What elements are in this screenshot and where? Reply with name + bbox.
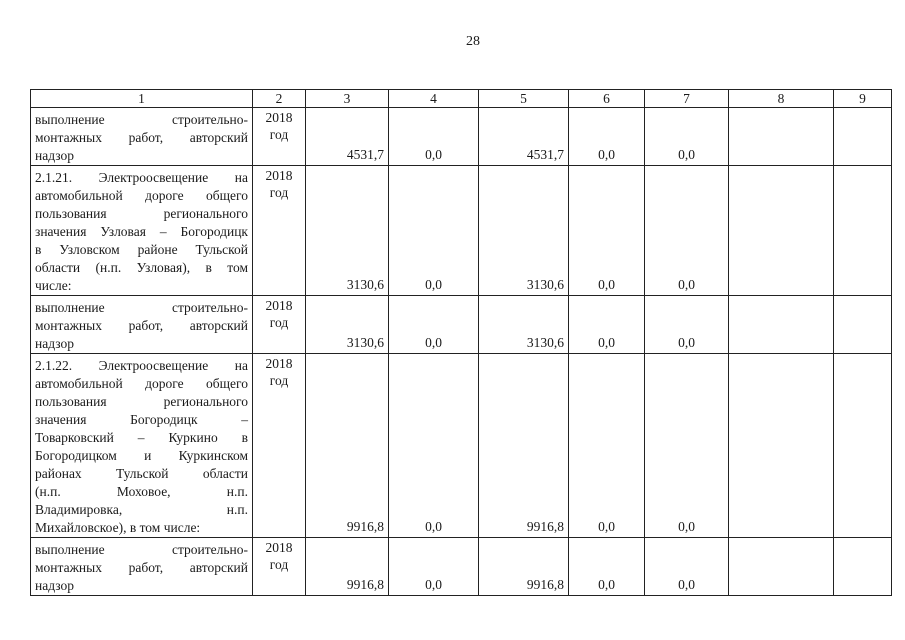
header-row <box>31 90 892 108</box>
description-line: надзор <box>35 336 75 351</box>
cell-c8 <box>729 296 834 354</box>
description-line: 2.1.21. Электроосвещение на <box>35 170 248 185</box>
row-year <box>253 354 306 538</box>
row-description <box>31 538 253 596</box>
description-line: Михайловское), в том числе: <box>35 520 201 535</box>
cell-c4: 0,0 <box>389 166 479 296</box>
cell-c3: 3130,6 <box>306 166 389 296</box>
cell-c5: 9916,8 <box>479 538 569 596</box>
year-line: год <box>269 185 289 200</box>
cell-c5: 9916,8 <box>479 354 569 538</box>
cell-c4: 0,0 <box>389 296 479 354</box>
description-line: надзор <box>35 578 75 593</box>
cell-c5: 3130,6 <box>479 296 569 354</box>
cell-c4: 0,0 <box>389 108 479 166</box>
cell-c7: 0,0 <box>645 108 729 166</box>
description-line: (н.п. Моховое, н.п. <box>35 484 248 499</box>
cell-c5: 4531,7 <box>479 108 569 166</box>
description-line: выполнение строительно- <box>35 112 248 127</box>
cell-c4: 0,0 <box>389 354 479 538</box>
year-line: год <box>269 373 289 388</box>
row-description <box>31 296 253 354</box>
table-body <box>31 90 892 596</box>
table-row <box>31 538 892 596</box>
description-line: монтажных работ, авторский <box>35 318 248 333</box>
table-row <box>31 108 892 166</box>
year-line: год <box>269 557 289 572</box>
description-line: монтажных работ, авторский <box>35 130 248 145</box>
column-header: 5 <box>479 90 569 108</box>
row-description <box>31 354 253 538</box>
description-line: Богородицком и Куркинском <box>35 448 248 463</box>
description-line: монтажных работ, авторский <box>35 560 248 575</box>
description-line: значения Богородицк – <box>35 412 248 427</box>
description-line: пользования регионального <box>35 394 248 409</box>
table-row <box>31 296 892 354</box>
cell-c6: 0,0 <box>569 296 645 354</box>
cell-c8 <box>729 108 834 166</box>
row-description <box>31 166 253 296</box>
cell-c6: 0,0 <box>569 108 645 166</box>
year-line: год <box>269 127 289 142</box>
cell-c7: 0,0 <box>645 538 729 596</box>
description-line: области (н.п. Узловая), в том <box>35 260 248 275</box>
cell-c3: 4531,7 <box>306 108 389 166</box>
cell-c8 <box>729 354 834 538</box>
cell-c3: 9916,8 <box>306 354 389 538</box>
description-line: в Узловском районе Тульской <box>35 242 248 257</box>
table-row <box>31 354 892 538</box>
cell-c9 <box>834 354 892 538</box>
table-row <box>31 166 892 296</box>
cell-c5: 3130,6 <box>479 166 569 296</box>
description-line: выполнение строительно- <box>35 542 248 557</box>
year-line: 2018 <box>265 168 293 183</box>
column-header: 7 <box>645 90 729 108</box>
cell-c9 <box>834 296 892 354</box>
cell-c4: 0,0 <box>389 538 479 596</box>
year-line: 2018 <box>265 298 293 313</box>
description-line: надзор <box>35 148 75 163</box>
cell-c7: 0,0 <box>645 296 729 354</box>
column-header: 1 <box>31 90 253 108</box>
description-line: 2.1.22. Электроосвещение на <box>35 358 248 373</box>
cell-c9 <box>834 166 892 296</box>
row-year <box>253 296 306 354</box>
cell-c6: 0,0 <box>569 354 645 538</box>
year-line: 2018 <box>265 540 293 555</box>
row-year <box>253 538 306 596</box>
description-line: пользования регионального <box>35 206 248 221</box>
description-line: Владимировка, н.п. <box>35 502 248 517</box>
cell-c6: 0,0 <box>569 538 645 596</box>
cell-c9 <box>834 108 892 166</box>
row-year <box>253 108 306 166</box>
cell-c8 <box>729 538 834 596</box>
column-header: 3 <box>306 90 389 108</box>
cell-c3: 3130,6 <box>306 296 389 354</box>
cell-c8 <box>729 166 834 296</box>
cell-c9 <box>834 538 892 596</box>
cell-c7: 0,0 <box>645 354 729 538</box>
description-line: Товарковский – Куркино в <box>35 430 248 445</box>
column-header: 4 <box>389 90 479 108</box>
cell-c7: 0,0 <box>645 166 729 296</box>
year-line: год <box>269 315 289 330</box>
column-header: 8 <box>729 90 834 108</box>
description-line: значения Узловая – Богородицк <box>35 224 248 239</box>
description-line: автомобильной дороге общего <box>35 376 248 391</box>
year-line: 2018 <box>265 356 293 371</box>
description-line: числе: <box>35 278 72 293</box>
column-header: 2 <box>253 90 306 108</box>
column-header: 9 <box>834 90 892 108</box>
page-number: 28 <box>466 34 480 49</box>
budget-table <box>30 89 892 596</box>
description-line: выполнение строительно- <box>35 300 248 315</box>
column-header: 6 <box>569 90 645 108</box>
cell-c6: 0,0 <box>569 166 645 296</box>
row-description <box>31 108 253 166</box>
description-line: автомобильной дороге общего <box>35 188 248 203</box>
cell-c3: 9916,8 <box>306 538 389 596</box>
description-line: районах Тульской области <box>35 466 248 481</box>
year-line: 2018 <box>265 110 293 125</box>
row-year <box>253 166 306 296</box>
